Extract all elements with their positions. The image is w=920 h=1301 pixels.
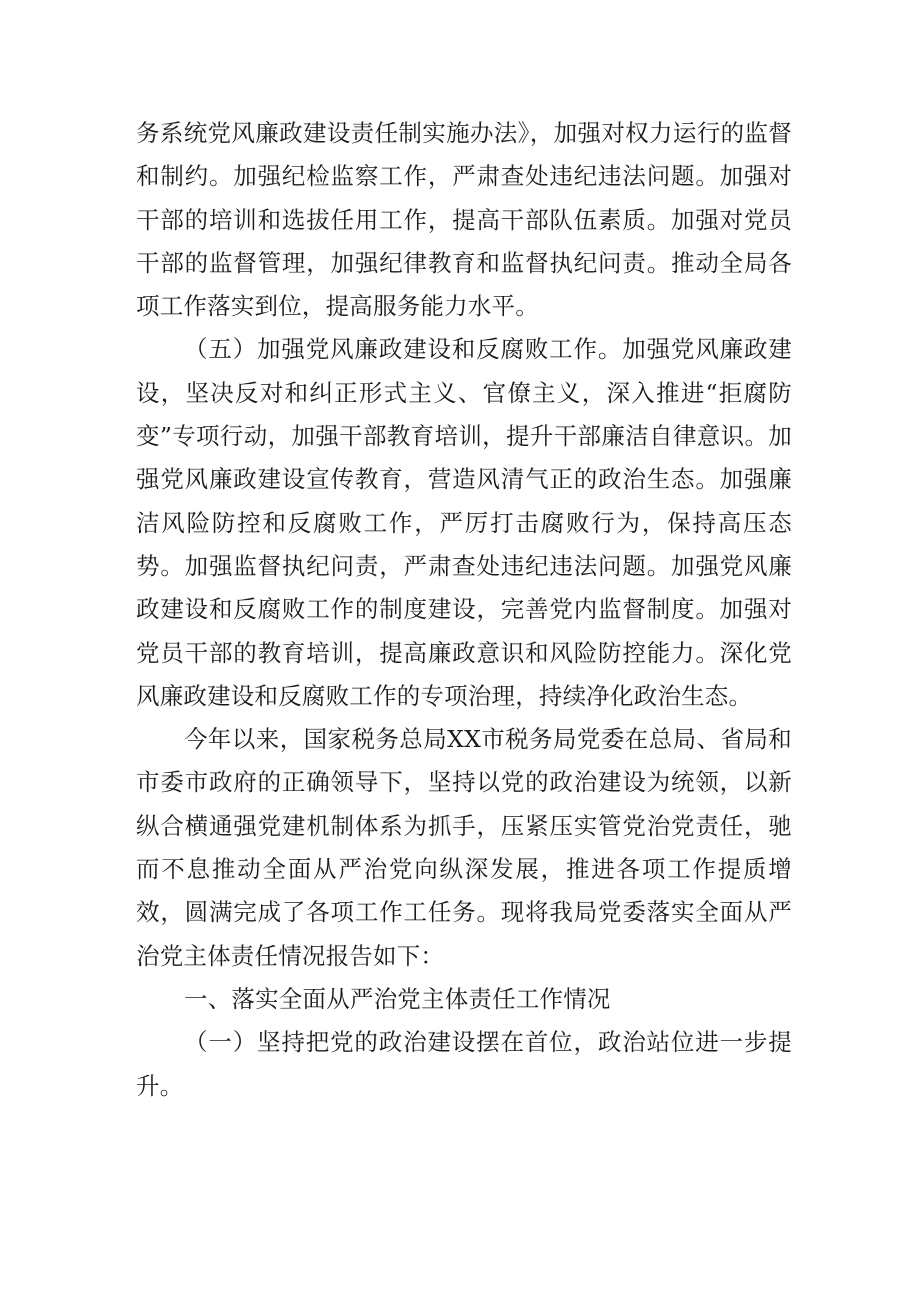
paragraph-report-intro: 今年以来，国家税务总局XX市税务局党委在总局、省局和市委市政府的正确领导下，坚持以党的政治建设为统领，以新纵合横通强党建机制体系为抓手，压紧压实管党治党责任，驰而不息推动全面从严治党向纵深发展，推进各项工作提质增效，圆满完成了各项工作工任务。现将我局党委落实全面从严治党主体责任情况报告如下：: [136, 725, 792, 970]
document-body: [136, 112, 792, 1108]
paragraph-continuation: 务系统党风廉政建设责任制实施办法》，加强对权力运行的监督和制约。加强纪检监察工作，严肃查处违纪违法问题。加强对干部的培训和选拔任用工作，提高干部队伍素质。加强对党员干部的监督管理，加强纪律教育和监督执纪问责。推动全局各项工作落实到位，提高服务能力水平。: [136, 119, 792, 321]
subsection-heading-one: （一）坚持把党的政治建设摆在首位，政治站位进一步提升。: [136, 1028, 792, 1100]
section-heading-one: 一、落实全面从严治党主体责任工作情况: [184, 984, 611, 1013]
paragraph-section-five: （五）加强党风廉政建设和反腐败工作。加强党风廉政建设，坚决反对和纠正形式主义、官僚主义，深入推进“拒腐防变”专项行动，加强干部教育培训，提升干部廉洁自律意识。加强党风廉政建设宣传教育，营造风清气正的政治生态。加强廉洁风险防控和反腐败工作，严厉打击腐败行为，保持高压态势。加强监督执纪问责，严肃查处违纪违法问题。加强党风廉政建设和反腐败工作的制度建设，完善党内监督制度。加强对党员干部的教育培训，提高廉政意识和风险防控能力。深化党风廉政建设和反腐败工作的专项治理，持续净化政治生态。: [136, 335, 792, 710]
